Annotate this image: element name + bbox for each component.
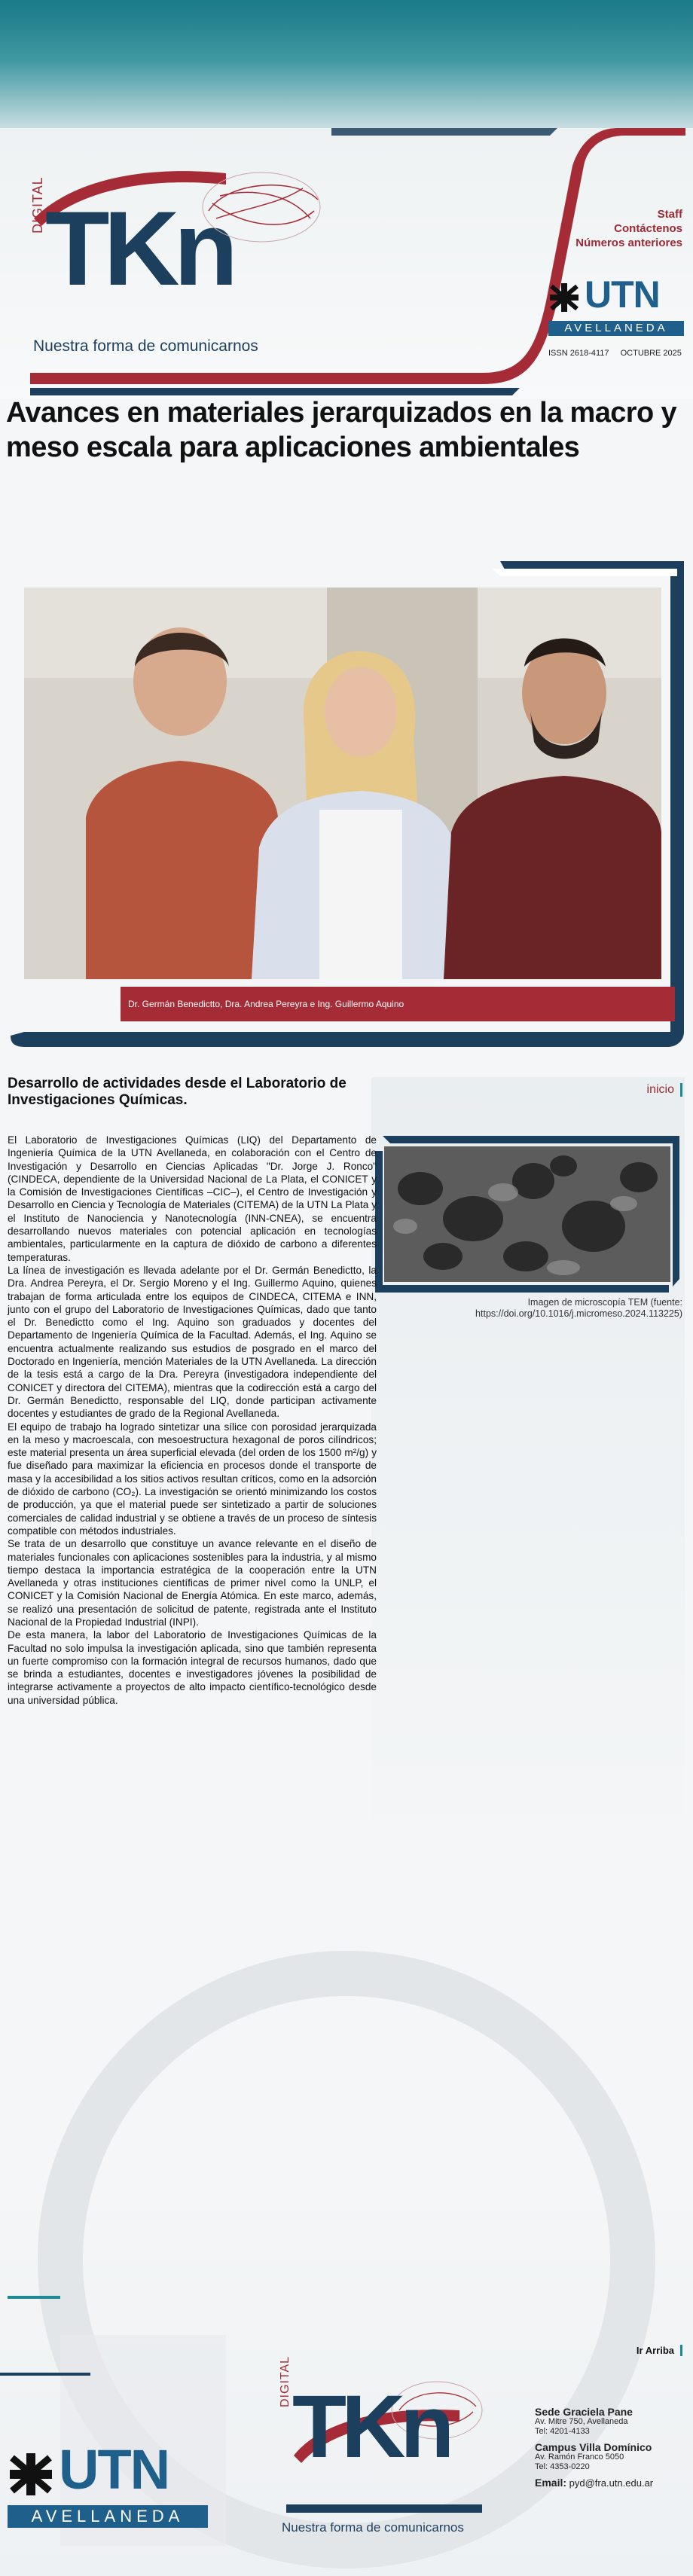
email-link[interactable]: pyd@fra.utn.edu.ar	[569, 2477, 654, 2489]
sede1-name: Sede Graciela Pane	[535, 2406, 633, 2418]
footer-addresses	[535, 2401, 653, 2488]
issn-text: ISSN 2618-4117	[548, 349, 609, 358]
utn-emblem-icon	[8, 2451, 54, 2498]
paragraph: De esta manera, la labor del Laboratorio de Investigaciones Químicas de la Facultad no solo impulsa la investigación aplicada, sino que también representa un fuerte compromiso con la formación integral de recursos humanos, dado que se brinda a estudiantes, docentes e investigadores jóvenes la posibilidad de integrarse activamente a proyectos de alto impacto científico-tecnológico desde una universidad pública.	[8, 1629, 377, 1706]
ir-arriba-link[interactable]: Ir Arriba	[637, 2345, 682, 2356]
logo-tagline: Nuestra forma de comunicarnos	[282, 2520, 464, 2535]
sede2-tel: Tel: 4353-0220	[535, 2462, 590, 2471]
utn-logo-footer[interactable]	[8, 2438, 211, 2529]
article-photo	[11, 561, 684, 1047]
logo-word: TKn	[292, 2377, 450, 2477]
nav-numeros-anteriores[interactable]: Números anteriores	[575, 237, 682, 249]
utn-sub: AVELLANEDA	[548, 321, 684, 336]
sede1-tel: Tel: 4201-4133	[535, 2427, 590, 2436]
email-row	[535, 2478, 653, 2488]
issue-date: OCTUBRE 2025	[620, 349, 682, 358]
paragraph: El Laboratorio de Investigaciones Químicas (LIQ) del Departamento de Ingeniería Química de la UTN Avellaneda, en colaboración con el Centro de Investigación y Desarrollo en Ciencias Aplicadas "Dr. Jorge J. Ronco" (CINDECA, dependiente de la Universidad Nacional de La Plata, el CONICET y la Comisión de Investigaciones Científicas –CIC–), el Centro de Investigación y Desarrollo en Ciencia y Tecnología de Materiales (CITEMA) de la UTN La Plata y el Instituto de Nanociencia y Nanotecnología (INN-CNEA), se encuentra desarrollando nuevos materiales con potencial aplicación en tecnologías ambientales, particularmente en la captura de dióxido de carbono a diferentes temperaturas.	[8, 1134, 377, 1263]
logo-scribble-icon	[197, 166, 325, 249]
tem-caption	[475, 1297, 682, 1320]
footer-logo[interactable]	[279, 2355, 506, 2544]
sede1-addr: Av. Mitre 750, Avellaneda	[535, 2417, 628, 2426]
sede2-addr: Av. Ramón Franco 5050	[535, 2452, 624, 2462]
logo-digital-text: DIGITAL	[30, 176, 45, 233]
tem-caption-line2[interactable]: https://doi.org/10.1016/j.micromeso.2024.113225)	[475, 1308, 682, 1319]
tem-caption-line1: Imagen de microscopía TEM (fuente:	[527, 1297, 682, 1308]
nav-staff[interactable]: Staff	[657, 208, 682, 221]
paragraph: Se trata de un desarrollo que constituye un avance relevante en el diseño de materiales funcionales con aplicaciones sostenibles para la industria, y al mismo tiempo destaca la importancia estratégica de la cooperación entre la UTN Avellaneda y otras instituciones científicas de primer nivel como la UNLP, el CONICET y la Comisión Nacional de Energía Atómica. En este marco, además, se realizó una presentación de solicitud de patente, registrada ante el Instituto Nacional de la Propiedad Industrial (INPI).	[8, 1538, 377, 1628]
nav-contactenos[interactable]: Contáctenos	[614, 222, 682, 235]
article-title: Avances en materiales jerarquizados en la macro y meso escala para aplicaciones ambientales	[6, 397, 677, 463]
inicio-link[interactable]: inicio	[647, 1083, 682, 1097]
paragraph: El equipo de trabajo ha logrado sintetizar una sílice con porosidad jerarquizada en la meso y macroescala, con mesoestructura hexagonal de poros cilíndricos; este material presenta un área superficial elevada (del orden de los 1500 m²/g) y fue diseñado para maximizar la eficiencia en procesos donde el transporte de masa y la accesibilidad a los sitios activos resultan críticos, como en la adsorción de dióxido de carbono (CO₂). La investigación se orientó minimizando los costos de producción, ya que el material puede ser sintetizado a partir de soluciones comerciales de calidad industrial y se obtiene a través de un proceso de síntesis compatible con métodos industriales.	[8, 1421, 377, 1537]
utn-sub: AVELLANEDA	[8, 2505, 208, 2528]
logo-word: TKn	[45, 189, 233, 307]
photo-caption	[121, 987, 675, 1021]
email-label: Email:	[535, 2477, 567, 2489]
issn	[548, 349, 682, 358]
photo-caption-text: Dr. Germán Benedictto, Dra. Andrea Pereyra e Ing. Guillermo Aquino	[128, 999, 405, 1009]
top-nav	[575, 207, 682, 250]
paragraph: La línea de investigación es llevada adelante por el Dr. Germán Benedictto, la Dra. Andrea Pereyra, el Dr. Sergio Moreno y el Ing. Guillermo Aquino, quienes trabajan de forma articulada entre los equipos de CINDECA, CITEMA e INN, junto con el grupo del Laboratorio de Investigaciones Químicas, dado que tanto el Dr. Benedictto como el Ing. Aquino son graduados y docentes del Departamento de Ingeniería Química de la Facultad. Además, el Ing. Aquino se encuentra actualmente realizando sus estudios de posgrado en el marco del Doctorado en Ingeniería, mención Materiales de la UTN Avellaneda. La dirección de la tesis está a cargo de la Dra. Pereyra (investigadora independiente del CONICET y directora del CITEMA), mientras que la codirección está a cargo del Dr. Germán Benedictto, responsable del LIQ, donde participan activamente docentes y estudiantes de grado de la Regional Avellaneda.	[8, 1264, 377, 1420]
article-body	[8, 1134, 377, 1707]
footer-accent-line-2	[0, 2373, 90, 2376]
article-subheading: Desarrollo de actividades desde el Laboratorio de Investigaciones Químicas.	[8, 1076, 346, 1108]
logo-tagline: Nuestra forma de comunicarnos	[33, 337, 258, 355]
footer-accent-line	[8, 2296, 60, 2299]
tem-image	[375, 1136, 679, 1293]
sede2-name: Campus Villa Domínico	[535, 2441, 652, 2453]
utn-word: UTN	[59, 2438, 169, 2501]
utn-word: UTN	[585, 273, 660, 316]
utn-emblem-icon	[548, 282, 580, 313]
logo-digital-text: DIGITAL	[279, 2355, 292, 2407]
